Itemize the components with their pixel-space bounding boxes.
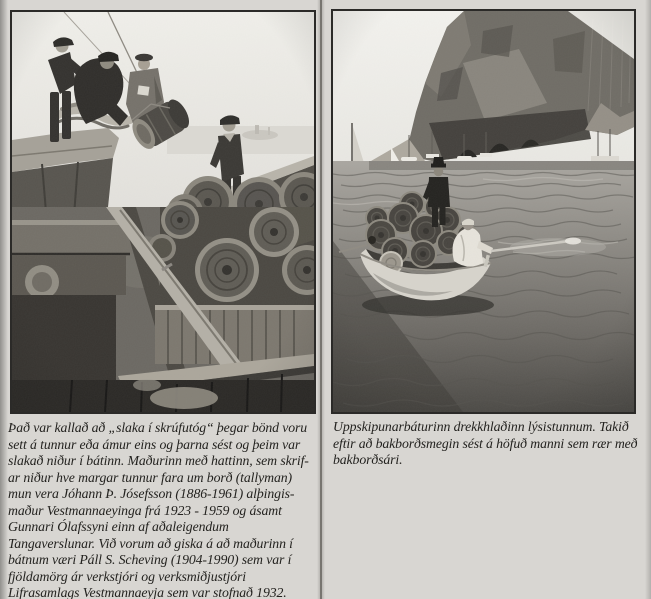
scan-edge-shadow-right: [645, 0, 651, 599]
caption-line: fjöldamörg ár verkstjóri og verksmiðjustjóri: [8, 568, 246, 584]
caption-line: Tangaverslunar. Við vorum að giska á að maðurinn í: [8, 535, 293, 551]
left-photo: [12, 12, 314, 412]
photo-grain: [333, 11, 634, 412]
scan-edge-shadow-left: [0, 0, 8, 599]
caption-line: Lifrasamlags Vestmannaeyja sem var stofnað 1932.: [8, 585, 287, 599]
caption-line: Gunnari Ólafssyni einn af aðaleigendum: [8, 519, 229, 534]
caption-line: slakað niður í bátinn. Maðurinn með hattinn, sem skrif-: [8, 453, 309, 468]
right-photo-frame: [331, 9, 636, 414]
caption-line: ar niður hve margar tunnur fara um borð (tallyman): [8, 469, 292, 485]
photo-grain: [12, 12, 314, 412]
caption-line: Uppskipunarbáturinn drekkhlaðinn lýsistunnum. Takið: [333, 419, 629, 434]
caption-line: sett á tunnur eða ámur eins og þarna sést og þeim var: [8, 436, 301, 452]
right-photo: [333, 11, 634, 412]
caption-line: Það var kallað að „slaka í skrúfutóg“ þegar bönd voru: [8, 420, 308, 435]
page-gutter-line: [317, 0, 325, 599]
caption-line: maður Vestmannaeyinga frá 1923 - 1959 og ásamt: [8, 502, 282, 518]
caption-line: bátnum væri Páll S. Scheving (1904-1990) sem var í: [8, 552, 292, 567]
caption-line: bakborðsári.: [333, 452, 403, 467]
left-photo-caption: [8, 420, 309, 599]
left-photo-frame: [10, 10, 316, 414]
caption-line: mun vera Jóhann Þ. Jósefsson (1886-1961) alþingis-: [8, 486, 295, 501]
right-photo-caption: [333, 419, 637, 469]
caption-line: eftir að bakborðsmegin sést á höfuð manni sem rær með: [333, 435, 638, 451]
